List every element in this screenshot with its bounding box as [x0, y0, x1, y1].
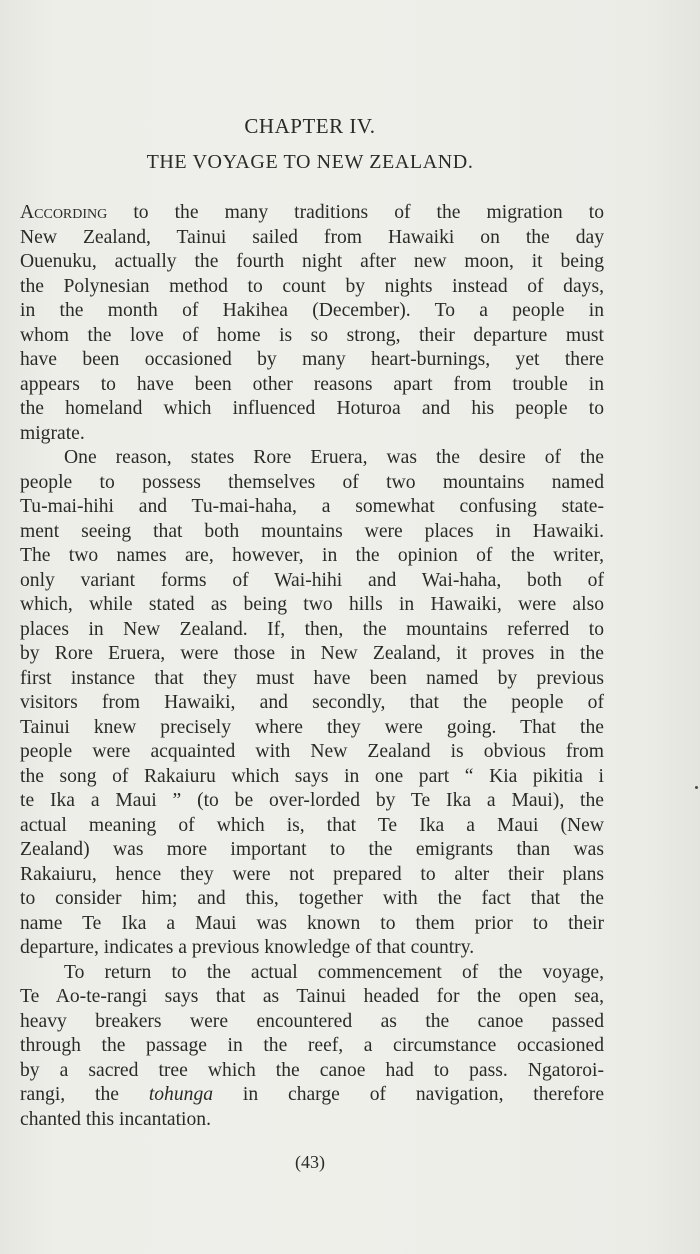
- text-line: migrate.: [20, 422, 85, 444]
- text-line: whom the love of home is so strong, their departure must: [20, 324, 604, 346]
- text-line: ment seeing that both mountains were places in Hawaiki.: [20, 520, 604, 542]
- text-line: Tu-mai-hihi and Tu-mai-haha, a somewhat confusing state-: [20, 496, 604, 517]
- text-line: Zealand) was more important to the emigrants than was: [20, 839, 604, 860]
- text-line: According to the many traditions of the migration to: [20, 202, 604, 223]
- text-line: through the passage in the reef, a circumstance occasioned: [20, 1035, 604, 1056]
- text-line: rangi, the tohunga in charge of navigation, therefore: [20, 1084, 605, 1105]
- text-line: places in New Zealand. If, then, the mountains referred to: [20, 618, 604, 640]
- text-line: Te Ao-te-rangi says that as Tainui headed for the open sea,: [20, 986, 604, 1007]
- text-line: people to possess themselves of two mountains named: [20, 471, 604, 493]
- paragraph: [20, 446, 604, 961]
- text-line: by a sacred tree which the canoe had to pass. Ngatoroi-: [20, 1059, 604, 1081]
- text-line: name Te Ika a Maui was known to them prior to their: [20, 912, 604, 934]
- text-line: only variant forms of Wai-hihi and Wai-haha, both of: [20, 569, 604, 591]
- text-line: Ouenuku, actually the fourth night after new moon, it being: [20, 251, 604, 272]
- italic-term: tohunga: [148, 1084, 214, 1105]
- text-line: To return to the actual commencement of the voyage,: [64, 961, 604, 983]
- text-line: to consider him; and this, together with the fact that the: [20, 888, 604, 909]
- text-line: chanted this incantation.: [20, 1108, 211, 1130]
- text-line: te Ika a Maui ” (to be over-lorded by Te Ika a Maui), the: [20, 790, 604, 811]
- text-line: departure, indicates a previous knowledge of that country.: [20, 937, 475, 958]
- body-text: [20, 201, 604, 1132]
- paragraph: [20, 961, 604, 1133]
- text-line: the homeland which influenced Hoturoa and his people to: [20, 398, 604, 419]
- text-line: have been occasioned by many heart-burnings, yet there: [20, 349, 604, 370]
- page-number: (43): [295, 1152, 325, 1172]
- text-line: the song of Rakaiuru which says in one part “ Kia pikitia i: [20, 765, 604, 787]
- text-line: people were acquainted with New Zealand is obvious from: [20, 741, 604, 762]
- text-line: The two names are, however, in the opinion of the writer,: [20, 545, 604, 566]
- text-line: visitors from Hawaiki, and secondly, that the people of: [20, 692, 604, 713]
- text-line: which, while stated as being two hills in Hawaiki, were also: [20, 594, 604, 615]
- text-line: Tainui knew precisely where they were going. That the: [20, 716, 604, 738]
- text-line: appears to have been other reasons apart from trouble in: [20, 373, 604, 395]
- lead-word: According: [20, 202, 108, 223]
- text-line: in the month of Hakihea (December). To a people in: [20, 300, 604, 321]
- text-line: Rakaiuru, hence they were not prepared to alter their plans: [20, 863, 604, 885]
- chapter-number: CHAPTER IV.: [244, 114, 376, 138]
- text-line: the Polynesian method to count by nights instead of days,: [20, 275, 604, 297]
- print-speck: [695, 786, 698, 789]
- text-line: by Rore Eruera, were those in New Zealand, it proves in the: [20, 643, 604, 664]
- text-line: first instance that they must have been named by previous: [20, 667, 604, 689]
- text-line: heavy breakers were encountered as the canoe passed: [20, 1010, 604, 1032]
- chapter-title: THE VOYAGE TO NEW ZEALAND.: [146, 151, 474, 173]
- text-line: New Zealand, Tainui sailed from Hawaiki on the day: [20, 226, 604, 248]
- paragraph: [20, 201, 604, 446]
- text-line: actual meaning of which is, that Te Ika a Maui (New: [20, 814, 604, 836]
- text-line: One reason, states Rore Eruera, was the desire of the: [64, 447, 604, 468]
